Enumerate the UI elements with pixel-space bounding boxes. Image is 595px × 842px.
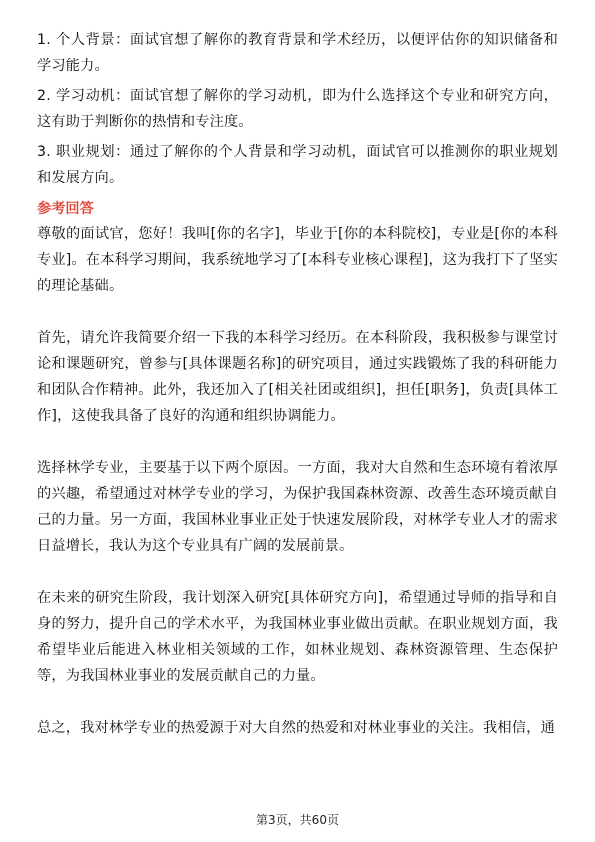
- answer-paragraph-conclusion: 总之，我对林学专业的热爱源于对大自然的热爱和对林业事业的关注。我相信，通: [37, 720, 555, 736]
- answer-paragraph-intro: 尊敬的面试官，您好！我叫[你的名字]，毕业于[你的本科院校]，专业是[你的本科专业]。在本科学习期间，我系统地学习了[本科专业核心课程]，这为我打下了坚实的理论基础。: [37, 226, 558, 294]
- page-content: [37, 27, 558, 741]
- answer-heading: 参考回答: [37, 201, 94, 217]
- answer-paragraph-undergrad: 首先，请允许我简要介绍一下我的本科学习经历。在本科阶段，我积极参与课堂讨论和课题研究，曾参与[具体课题名称]的研究项目，通过实践锻炼了我的科研能力和团队合作精神。此外，我还加入了[相关社团或组织]，担任[职务]，负责[具体工作]，这使我具备了良好的沟通和组织协调能力。: [37, 330, 558, 424]
- list-item-career-plan: 3. 职业规划：通过了解你的个人背景和学习动机，面试官可以推测你的职业规划和发展方向。: [37, 144, 558, 186]
- answer-paragraph-future-plan: 在未来的研究生阶段，我计划深入研究[具体研究方向]，希望通过导师的指导和自身的努力，提升自己的学术水平，为我国林业事业做出贡献。在职业规划方面，我希望毕业后能进入林业相关领域的工作，如林业规划、森林资源管理、生态保护等，为我国林业事业的发展贡献自己的力量。: [37, 590, 558, 684]
- page-number-footer: 第3页，共60页: [256, 813, 339, 827]
- list-item-personal-background: 1. 个人背景：面试官想了解你的教育背景和学术经历，以便评估你的知识储备和学习能力。: [37, 32, 558, 74]
- answer-paragraph-major-choice: 选择林学专业，主要基于以下两个原因。一方面，我对大自然和生态环境有着浓厚的兴趣，希望通过对林学专业的学习，为保护我国森林资源、改善生态环境贡献自己的力量。另一方面，我国林业事业正处于快速发展阶段，对林学专业人才的需求日益增长，我认为这个专业具有广阔的发展前景。: [37, 460, 558, 554]
- list-item-learning-motivation: 2. 学习动机：面试官想了解你的学习动机，即为什么选择这个专业和研究方向，这有助于判断你的热情和专注度。: [37, 88, 558, 130]
